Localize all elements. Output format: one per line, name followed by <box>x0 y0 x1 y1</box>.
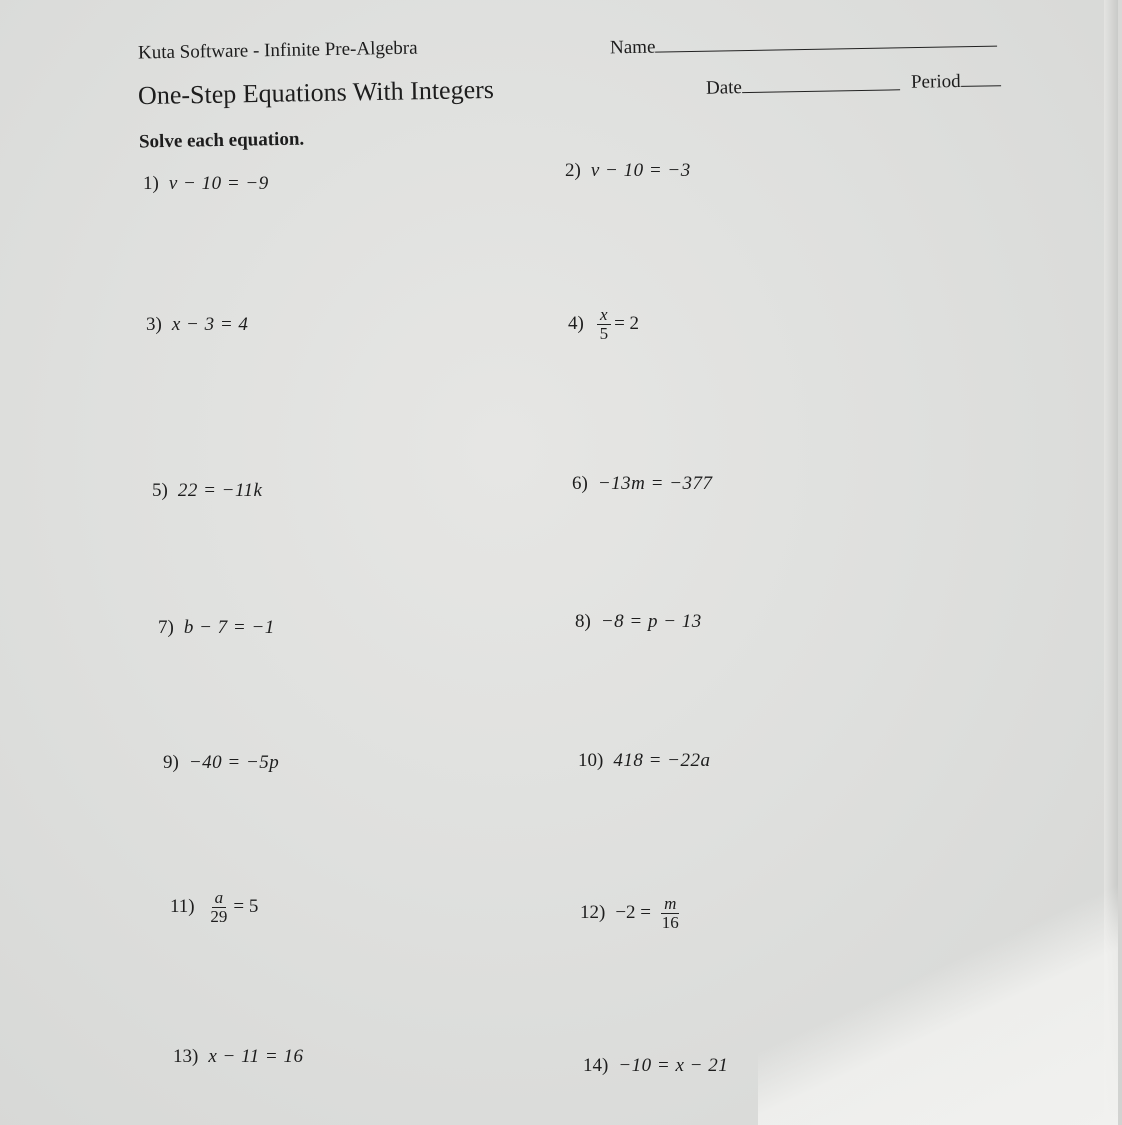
fraction: $\frac{a}{29}$ <box>210 888 228 926</box>
problem-7: 7) b − 7 = −1 <box>158 617 275 638</box>
period-field[interactable] <box>911 67 1001 94</box>
name-blank[interactable] <box>655 28 997 53</box>
period-label: Period <box>910 70 961 93</box>
problem-3: 3) x − 3 = 4 <box>146 314 249 335</box>
problem-2: 2) v − 10 = −3 <box>565 160 691 181</box>
date-label: Date <box>705 77 743 99</box>
problem-10: 10) 418 = −22a <box>578 750 711 771</box>
problem-4: 4) $\frac{x}{5}$ = 2 <box>568 305 640 343</box>
name-label: Name <box>609 36 656 59</box>
problem-14: 14) −10 = x − 21 <box>583 1055 729 1076</box>
fraction: $\frac{m}{16}$ <box>661 894 679 932</box>
date-blank[interactable] <box>742 71 900 93</box>
instructions: Solve each equation. <box>138 128 305 153</box>
worksheet-title: One-Step Equations With Integers <box>137 74 495 111</box>
problem-8: 8) −8 = p − 13 <box>575 611 702 632</box>
problem-12: 12) −2 = $\frac{m}{16}$ <box>580 895 685 932</box>
period-blank[interactable] <box>960 67 1000 87</box>
problem-5: 5) 22 = −11k <box>152 480 263 501</box>
problem-6: 6) −13m = −377 <box>572 473 713 494</box>
problem-11: 11) $\frac{a}{29}$ = 5 <box>170 888 259 926</box>
name-field[interactable] <box>610 28 998 60</box>
date-field[interactable] <box>706 71 900 99</box>
problem-1: 1) v − 10 = −9 <box>143 173 269 194</box>
problem-13: 13) x − 11 = 16 <box>173 1046 304 1067</box>
page-corner-fold <box>758 855 1118 1125</box>
problem-9: 9) −40 = −5p <box>163 752 280 773</box>
fraction: $\frac{x}{5}$ <box>597 306 612 343</box>
publisher-line: Kuta Software - Infinite Pre-Algebra <box>137 37 418 64</box>
